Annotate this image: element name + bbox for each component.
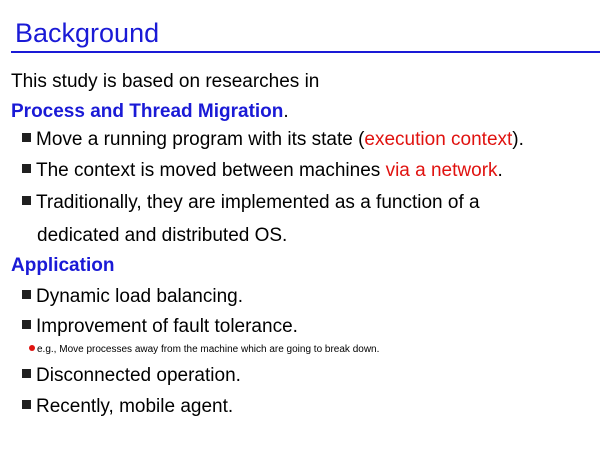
application-heading: Application: [11, 255, 115, 276]
square-bullet-icon: [22, 369, 31, 378]
slide-title: Background: [15, 18, 160, 48]
intro-text: This study is based on researches in: [11, 71, 320, 92]
square-bullet-icon: [22, 196, 31, 205]
bullet-load-balancing: Dynamic load balancing.: [22, 285, 243, 309]
round-bullet-icon: [29, 345, 35, 351]
square-bullet-icon: [22, 133, 31, 142]
bullet-disconnected-operation: Disconnected operation.: [22, 364, 241, 388]
migration-heading: Process and Thread Migration: [11, 101, 284, 122]
square-bullet-icon: [22, 400, 31, 409]
bullet-execution-context: Move a running program with its state (execution context).: [22, 128, 524, 152]
migration-heading-line: [11, 100, 289, 124]
bullet-traditionally-continued: dedicated and distributed OS.: [37, 225, 288, 246]
title-underline: [11, 51, 600, 53]
migration-heading-period: .: [283, 101, 289, 122]
bullet-fault-tolerance: Improvement of fault tolerance.: [22, 315, 298, 339]
bullet-traditionally: Traditionally, they are implemented as a function of a: [22, 191, 480, 215]
bullet-mobile-agent: Recently, mobile agent.: [22, 395, 233, 419]
highlight-execution-context: execution context: [364, 129, 513, 150]
bullet-via-network: The context is moved between machines via a network.: [22, 159, 503, 183]
square-bullet-icon: [22, 164, 31, 173]
square-bullet-icon: [22, 320, 31, 329]
square-bullet-icon: [22, 290, 31, 299]
fault-tolerance-note: e.g., Move processes away from the machine which are going to break down.: [29, 344, 379, 356]
highlight-via-network: via a network: [385, 160, 498, 181]
